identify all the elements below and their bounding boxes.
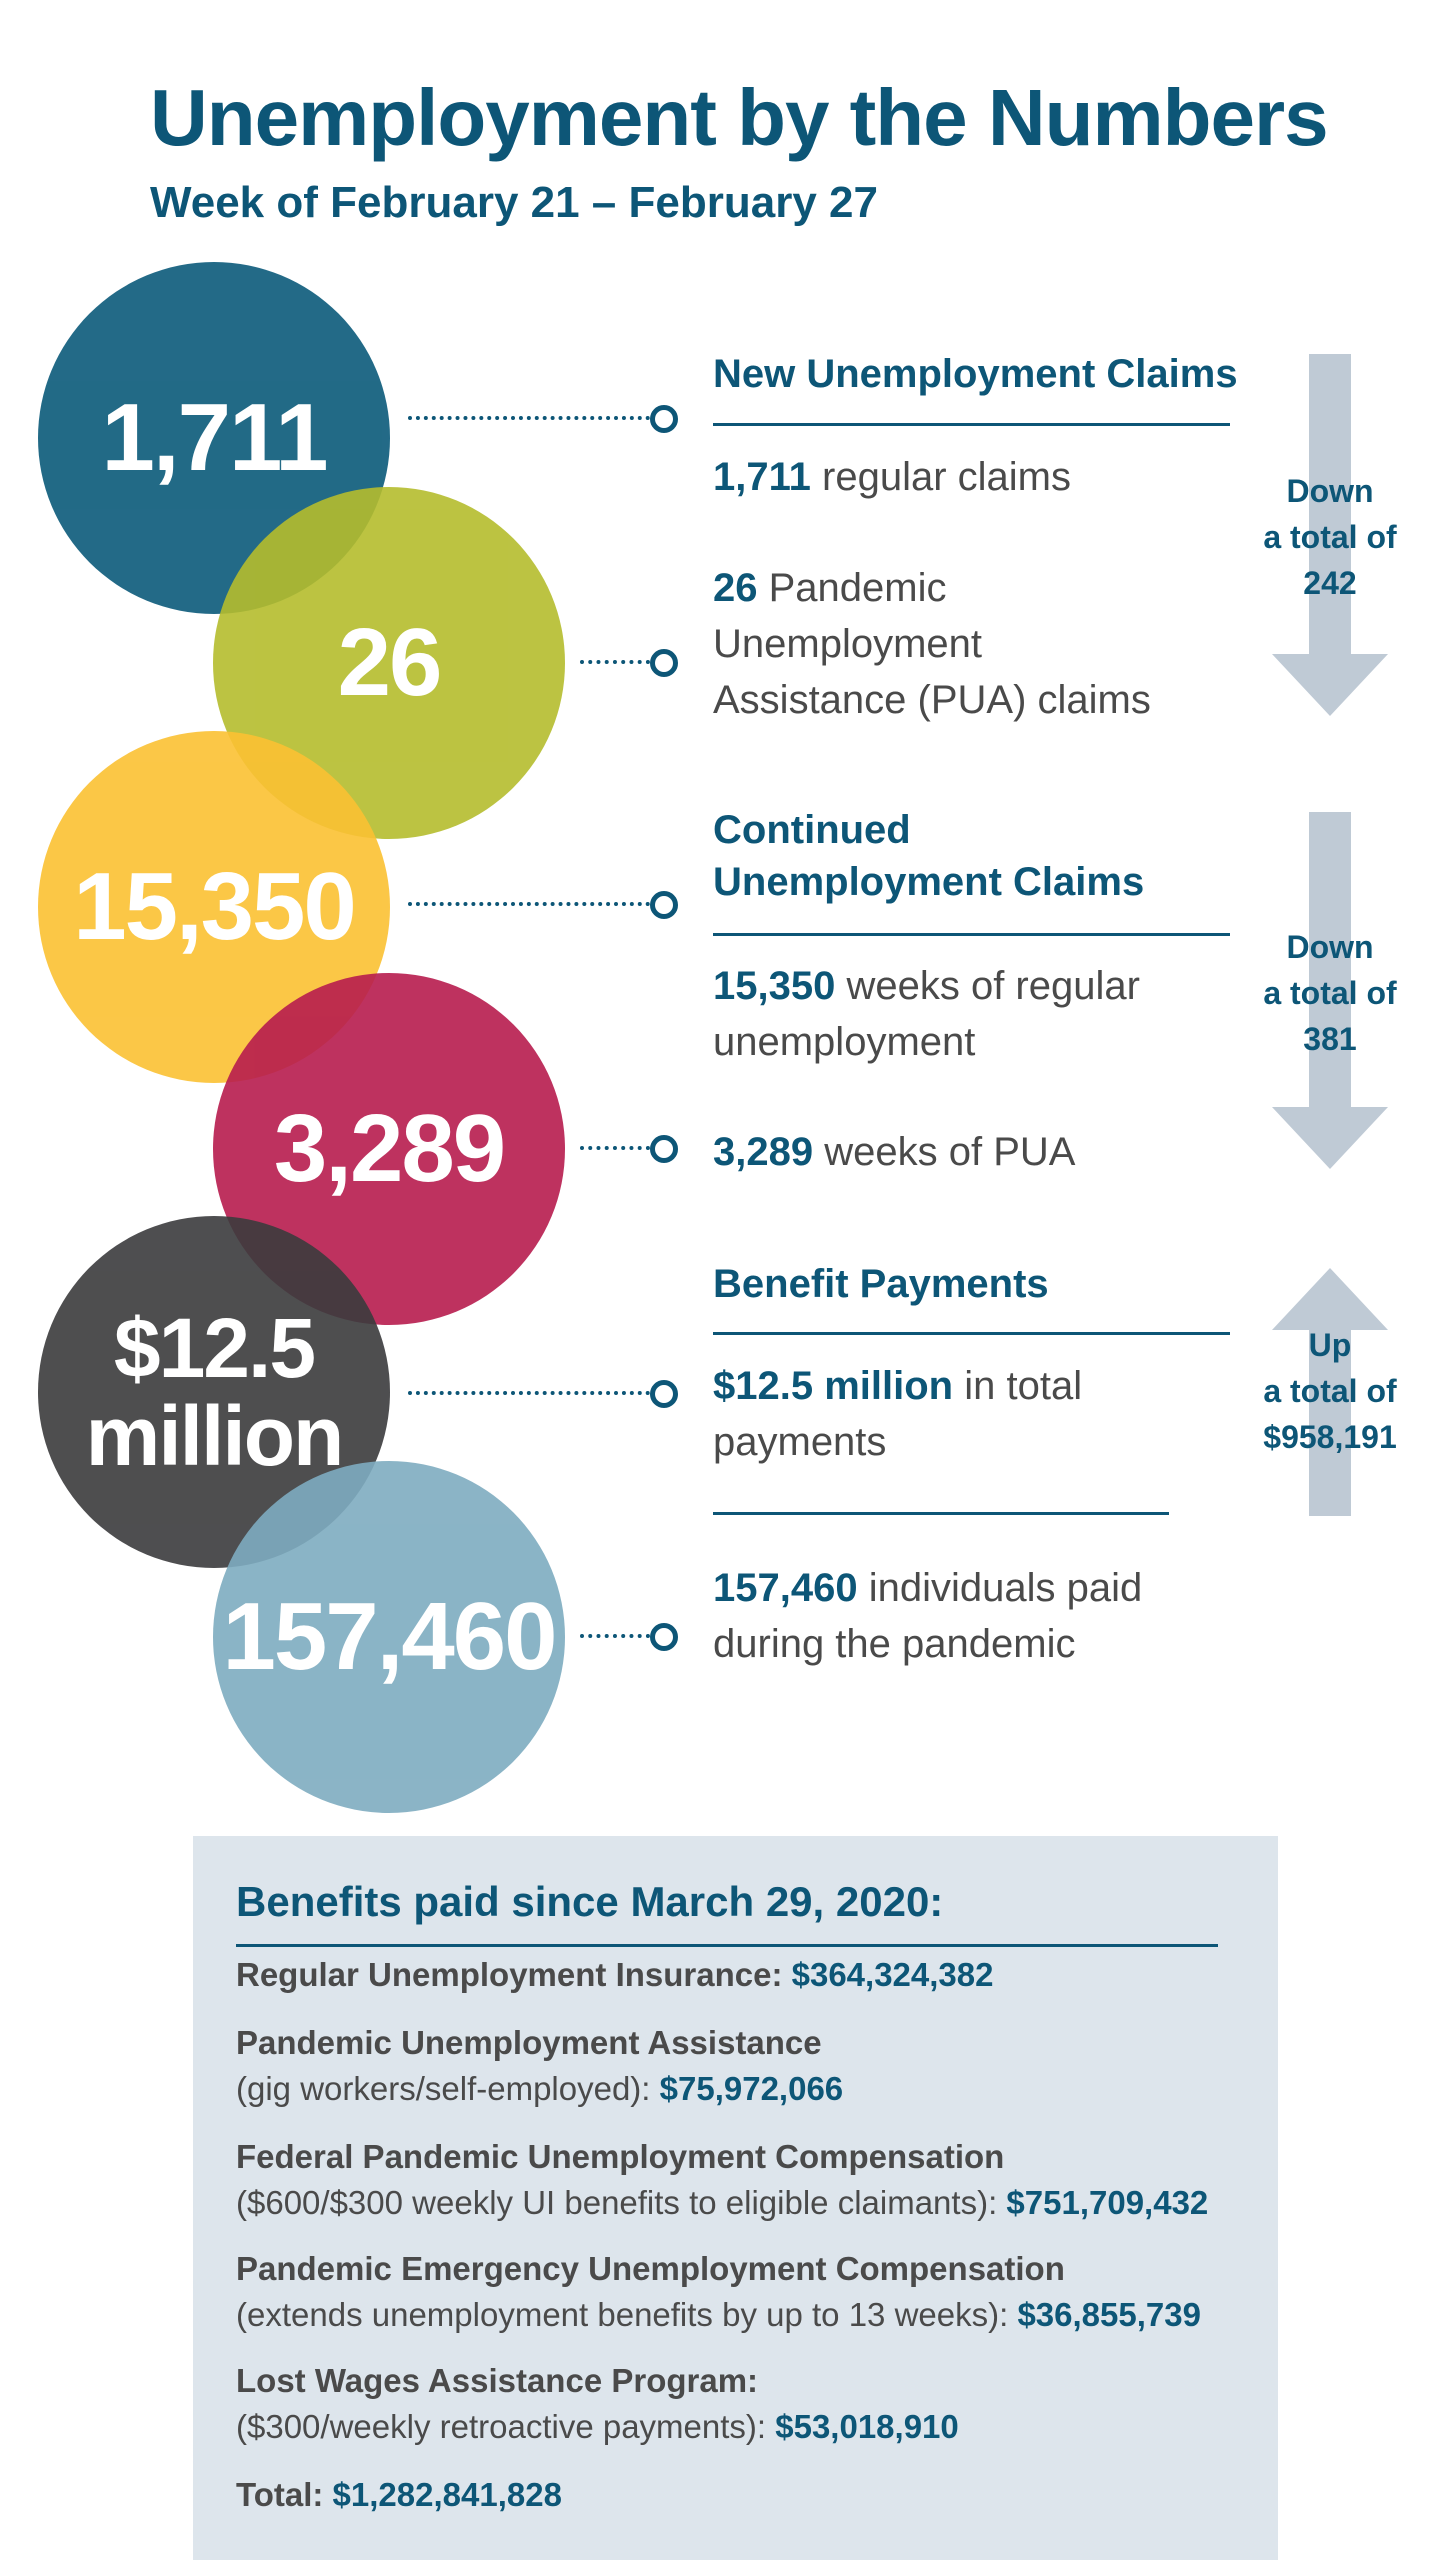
summary-item-fpuc — [236, 2134, 1208, 2226]
summary-item-peuc — [236, 2246, 1201, 2338]
stat-number: $12.5 million — [713, 1364, 954, 1408]
stat-text: regular claims — [810, 455, 1071, 499]
summary-title: Benefits paid since March 29, 2020: — [236, 1878, 944, 1925]
trend-line: a total of — [1263, 975, 1397, 1011]
summary-amount: $751,709,432 — [1006, 2184, 1209, 2221]
summary-amount: $75,972,066 — [659, 2070, 844, 2107]
stat-number: 1,711 — [713, 455, 811, 499]
stat-text: Unemployment — [713, 622, 983, 666]
new-regular-claims-stat — [713, 449, 1071, 505]
title-line: Continued — [713, 808, 911, 852]
benefit-payments-trend — [1230, 1322, 1430, 1460]
trend-line: a total of — [1263, 519, 1397, 555]
stat-text: weeks of PUA — [813, 1130, 1076, 1174]
summary-item-total — [236, 2472, 562, 2518]
stat-text: weeks of regular — [835, 964, 1140, 1008]
stat-text: payments — [713, 1420, 887, 1464]
stat-text: in total — [953, 1364, 1083, 1408]
circle-value: 3,289 — [273, 1095, 505, 1202]
connector-line — [408, 902, 650, 906]
new-claims-title: New Unemployment Claims — [713, 352, 1238, 396]
summary-item-lwa — [236, 2358, 959, 2450]
summary-note: ($600/$300 weekly UI benefits to eligible claimants): — [236, 2184, 1007, 2221]
connector-line — [580, 660, 650, 664]
circle-value: 157,460 — [222, 1583, 556, 1690]
summary-label: Pandemic Unemployment Assistance — [236, 2024, 822, 2061]
summary-note: ($300/weekly retroactive payments): — [236, 2408, 776, 2445]
title-line: Unemployment Claims — [713, 860, 1145, 904]
page-title: Unemployment by the Numbers — [150, 73, 1328, 162]
circle-value-line2: million — [85, 1389, 343, 1483]
benefit-payments-title: Benefit Payments — [713, 1262, 1049, 1306]
summary-label: Regular Unemployment Insurance: — [236, 1956, 792, 1993]
stat-text: individuals paid — [857, 1566, 1143, 1610]
stat-number: 15,350 — [713, 964, 836, 1008]
summary-label: Federal Pandemic Unemployment Compensation — [236, 2138, 1005, 2175]
connector-ring — [650, 891, 678, 919]
circle-value: 26 — [337, 609, 441, 716]
stat-text: unemployment — [713, 1020, 976, 1064]
benefits-summary-box — [193, 1836, 1278, 2560]
connector-line — [408, 416, 650, 420]
summary-amount: $53,018,910 — [775, 2408, 959, 2445]
summary-label: Total: — [236, 2476, 333, 2513]
divider — [713, 933, 1230, 936]
page-subtitle: Week of February 21 – February 27 — [150, 178, 878, 227]
summary-note: (gig workers/self-employed): — [236, 2070, 660, 2107]
stat-number: 3,289 — [713, 1130, 814, 1174]
divider — [236, 1944, 1218, 1947]
circle-value: 1,711 — [101, 384, 327, 491]
continued-pua-stat — [713, 1124, 1075, 1180]
continued-claims-trend — [1230, 924, 1430, 1062]
circle-value-line1: $12.5 — [113, 1301, 315, 1395]
new-pua-claims-stat — [713, 560, 1151, 728]
connector-ring — [650, 1623, 678, 1651]
trend-line: 242 — [1303, 565, 1357, 601]
circle-individuals-paid — [213, 1461, 565, 1813]
divider — [713, 1512, 1169, 1515]
summary-amount: $36,855,739 — [1017, 2296, 1201, 2333]
summary-note: (extends unemployment benefits by up to 13 weeks): — [236, 2296, 1018, 2333]
total-payments-stat — [713, 1358, 1082, 1470]
connector-ring — [650, 1380, 678, 1408]
stat-number: 26 — [713, 566, 758, 610]
trend-line: $958,191 — [1263, 1419, 1397, 1455]
trend-line: Down — [1286, 473, 1374, 509]
connector-ring — [650, 405, 678, 433]
summary-amount: $364,324,382 — [791, 1956, 994, 1993]
summary-amount: $1,282,841,828 — [332, 2476, 562, 2513]
connector-line — [408, 1391, 650, 1395]
continued-claims-title — [713, 804, 1144, 908]
circle-value: 15,350 — [73, 853, 355, 960]
trend-line: 381 — [1303, 1021, 1357, 1057]
stat-text: during the pandemic — [713, 1622, 1076, 1666]
trend-line: Up — [1308, 1327, 1352, 1363]
connector-ring — [650, 1135, 678, 1163]
trend-line: a total of — [1263, 1373, 1397, 1409]
connector-ring — [650, 649, 678, 677]
summary-label: Lost Wages Assistance Program: — [236, 2362, 759, 2399]
summary-item-regular-ui — [236, 1952, 994, 1998]
stat-text: Assistance (PUA) claims — [713, 678, 1151, 722]
divider — [713, 1332, 1230, 1335]
connector-line — [580, 1146, 650, 1150]
trend-line: Down — [1286, 929, 1374, 965]
stat-number: 157,460 — [713, 1566, 858, 1610]
connector-line — [580, 1634, 650, 1638]
stat-text: Pandemic — [757, 566, 947, 610]
continued-regular-stat — [713, 958, 1140, 1070]
divider — [713, 423, 1230, 426]
individuals-paid-stat — [713, 1560, 1142, 1672]
summary-label: Pandemic Emergency Unemployment Compensation — [236, 2250, 1065, 2287]
summary-item-pua — [236, 2020, 843, 2112]
new-claims-trend — [1230, 468, 1430, 606]
